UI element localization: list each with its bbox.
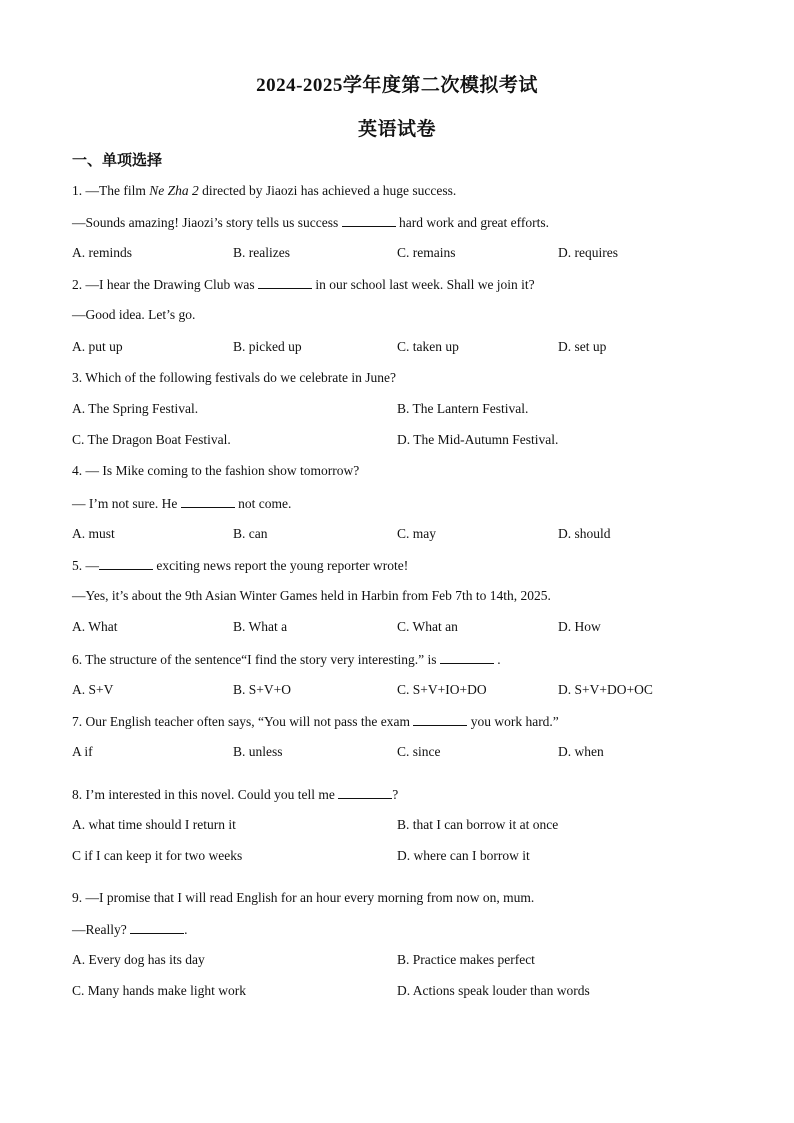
question-6-option-d: D. S+V+DO+OC bbox=[558, 682, 653, 697]
section-heading: 一、单项选择 bbox=[72, 153, 163, 169]
question-2-option-a: A. put up bbox=[72, 339, 123, 354]
question-1-option-b: B. realizes bbox=[233, 245, 290, 260]
question-6-option-a: A. S+V bbox=[72, 682, 114, 697]
question-5-reply: —Yes, it’s about the 9th Asian Winter Games held in Harbin from Feb 7th to 14th, 2025. bbox=[72, 588, 551, 603]
question-6-stem: 6. The structure of the sentence“I find the story very interesting.” is . bbox=[72, 652, 501, 667]
exam-subtitle: 英语试卷 bbox=[357, 119, 436, 140]
question-3-option-c: C. The Dragon Boat Festival. bbox=[72, 432, 231, 447]
question-3-option-b: B. The Lantern Festival. bbox=[397, 401, 529, 416]
question-8-option-a: A. what time should I return it bbox=[72, 817, 236, 832]
question-4-stem: 4. — Is Mike coming to the fashion show tomorrow? bbox=[72, 463, 360, 478]
question-9-option-c: C. Many hands make light work bbox=[72, 983, 246, 998]
question-7-option-c: C. since bbox=[397, 744, 441, 759]
question-6-option-c: C. S+V+IO+DO bbox=[397, 682, 487, 697]
answer-blank bbox=[413, 713, 467, 726]
question-7-option-a: A if bbox=[72, 744, 93, 759]
question-5-option-c: C. What an bbox=[397, 619, 458, 634]
question-9-option-d: D. Actions speak louder than words bbox=[397, 983, 590, 998]
question-4-option-c: C. may bbox=[397, 526, 436, 541]
question-4-option-a: A. must bbox=[72, 526, 115, 541]
answer-blank bbox=[338, 786, 392, 799]
question-8-option-d: D. where can I borrow it bbox=[397, 848, 530, 863]
question-2-option-c: C. taken up bbox=[397, 339, 459, 354]
question-4-option-b: B. can bbox=[233, 526, 268, 541]
question-9-option-b: B. Practice makes perfect bbox=[397, 952, 535, 967]
answer-blank bbox=[342, 214, 396, 227]
answer-blank bbox=[258, 276, 312, 289]
question-9-reply: —Really? . bbox=[72, 922, 188, 937]
question-8-stem: 8. I’m interested in this novel. Could you tell me ? bbox=[72, 787, 399, 802]
question-1-reply: —Sounds amazing! Jiaozi’s story tells us success hard work and great efforts. bbox=[72, 215, 550, 230]
question-2-reply: —Good idea. Let’s go. bbox=[72, 307, 196, 322]
question-2-option-d: D. set up bbox=[558, 339, 607, 354]
question-2-option-b: B. picked up bbox=[233, 339, 302, 354]
question-3-option-d: D. The Mid-Autumn Festival. bbox=[397, 432, 559, 447]
question-9-option-a: A. Every dog has its day bbox=[72, 952, 205, 967]
question-4-reply: — I’m not sure. He not come. bbox=[72, 496, 292, 511]
answer-blank bbox=[181, 495, 235, 508]
answer-blank bbox=[130, 921, 184, 934]
question-1-option-d: D. requires bbox=[558, 245, 618, 260]
question-9-stem: 9. —I promise that I will read English for an hour every morning from now on, mum. bbox=[72, 890, 535, 905]
question-5-stem: 5. — exciting news report the young reporter wrote! bbox=[72, 558, 409, 573]
question-1-stem: 1. —The film Ne Zha 2 directed by Jiaozi has achieved a huge success. bbox=[72, 183, 457, 198]
answer-blank bbox=[440, 651, 494, 664]
question-5-option-b: B. What a bbox=[233, 619, 288, 634]
question-2-stem: 2. —I hear the Drawing Club was in our school last week. Shall we join it? bbox=[72, 277, 535, 292]
question-5-option-a: A. What bbox=[72, 619, 118, 634]
question-3-option-a: A. The Spring Festival. bbox=[72, 401, 199, 416]
question-7-option-b: B. unless bbox=[233, 744, 283, 759]
question-5-option-d: D. How bbox=[558, 619, 601, 634]
question-8-option-c: C if I can keep it for two weeks bbox=[72, 848, 243, 863]
exam-title: 2024-2025学年度第二次模拟考试 bbox=[256, 75, 538, 96]
answer-blank bbox=[99, 557, 153, 570]
question-7-option-d: D. when bbox=[558, 744, 604, 759]
question-1-option-a: A. reminds bbox=[72, 245, 132, 260]
question-3-stem: 3. Which of the following festivals do we celebrate in June? bbox=[72, 370, 397, 385]
question-8-option-b: B. that I can borrow it at once bbox=[397, 817, 559, 832]
question-6-option-b: B. S+V+O bbox=[233, 682, 291, 697]
question-4-option-d: D. should bbox=[558, 526, 611, 541]
question-7-stem: 7. Our English teacher often says, “You will not pass the exam you work hard.” bbox=[72, 714, 559, 729]
question-1-option-c: C. remains bbox=[397, 245, 456, 260]
